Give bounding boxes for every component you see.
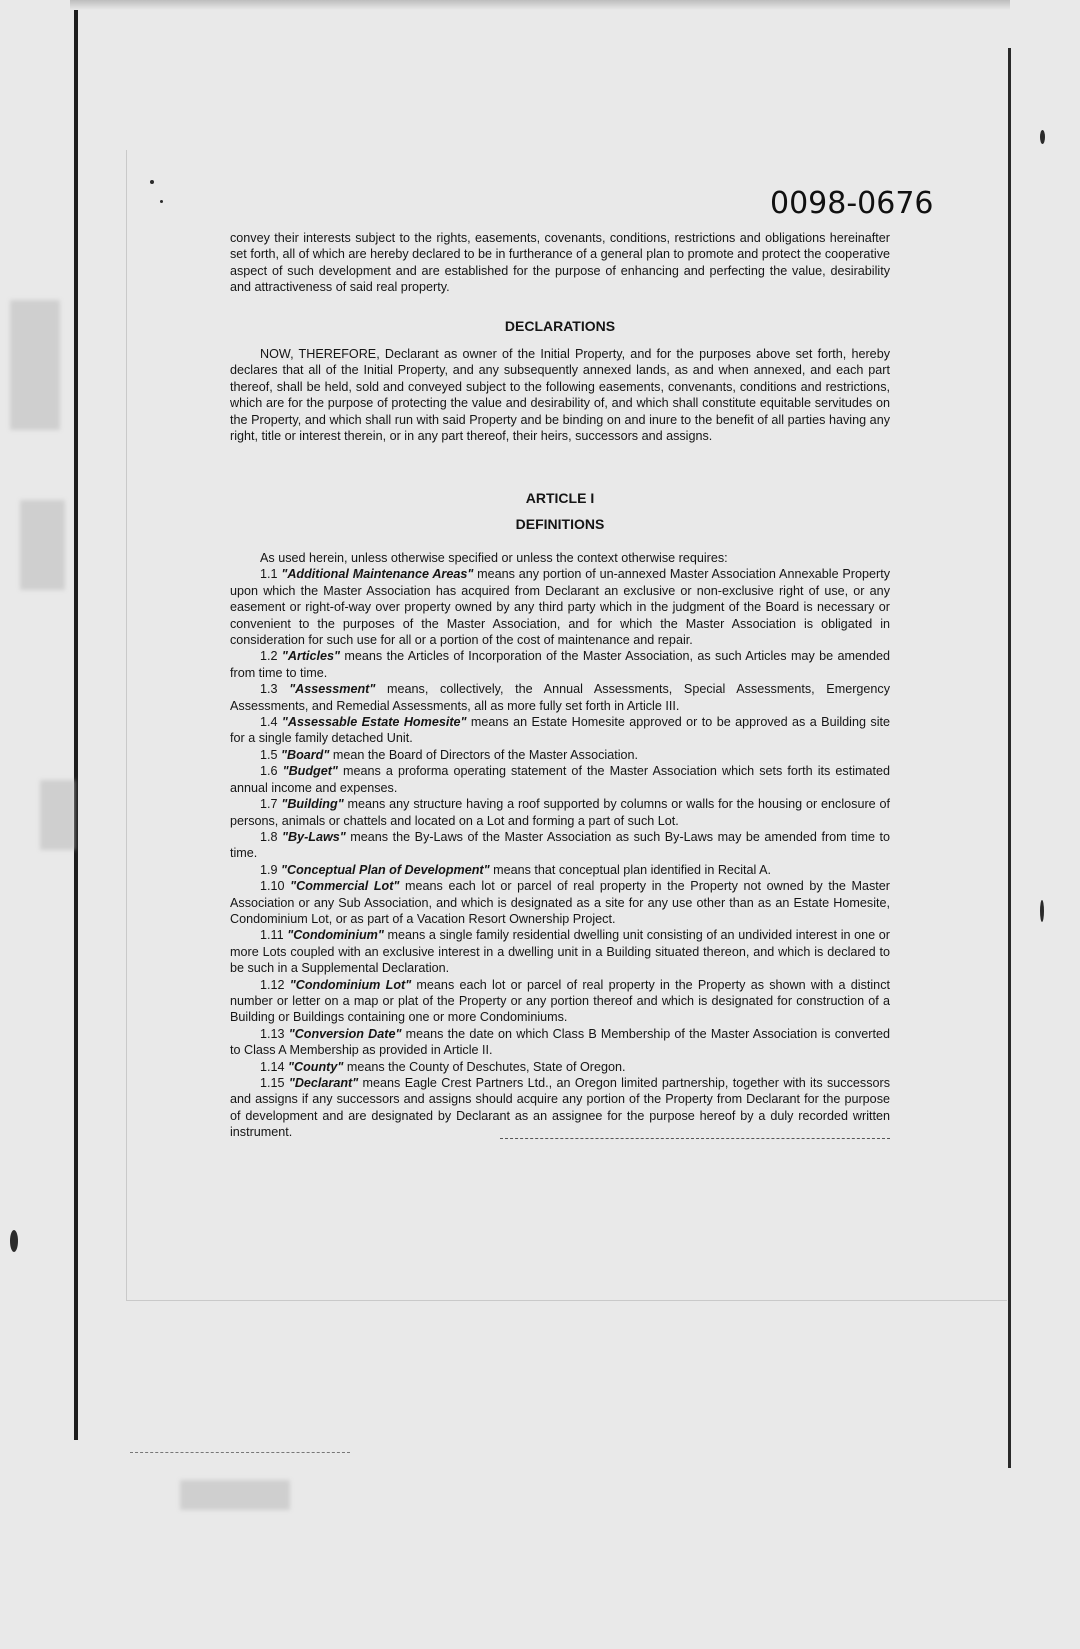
definition-term: "Board" xyxy=(281,747,330,762)
end-rule xyxy=(500,1138,890,1139)
definition-number: 1.4 xyxy=(260,715,282,730)
definition-term: "Additional Maintenance Areas" xyxy=(281,567,474,582)
definition-number: 1.8 xyxy=(260,829,283,844)
scan-top-edge xyxy=(70,0,1010,10)
bottom-rule xyxy=(130,1452,350,1453)
scan-speck xyxy=(150,180,154,184)
definition-text: means the By-Laws of the Master Association as such By-Laws may be amended from time to time. xyxy=(230,829,890,861)
definition-item xyxy=(230,1075,890,1141)
definition-text: means that conceptual plan identified in Recital A. xyxy=(489,862,772,877)
definition-text: means an Estate Homesite approved or to be approved as a Building site for a single family detached Unit. xyxy=(230,715,890,746)
definition-term: "Condominium" xyxy=(287,928,384,943)
definition-item xyxy=(230,566,890,648)
definition-number: 1.13 xyxy=(260,1026,289,1041)
scan-smudge xyxy=(40,780,75,850)
definition-number: 1.11 xyxy=(260,928,288,943)
scan-left-edge xyxy=(74,10,78,1440)
definition-text: means the Articles of Incorporation of the Master Association, as such Articles may be amended from time to time. xyxy=(230,649,891,680)
definition-item xyxy=(230,1059,890,1075)
definitions-list xyxy=(230,550,890,1141)
declarations-heading: DECLARATIONS xyxy=(504,318,616,334)
definition-item xyxy=(230,714,890,747)
definition-number: 1.15 xyxy=(260,1076,289,1090)
definition-item xyxy=(230,878,890,927)
definition-number: 1.1 xyxy=(260,567,282,582)
definition-number: 1.9 xyxy=(260,862,282,877)
definition-term: "Articles" xyxy=(281,649,341,664)
definition-number: 1.14 xyxy=(260,1059,289,1074)
definition-text: means a single family residential dwelling unit consisting of an undivided interest in one or more Lots coupled with an exclusive interest in a dwelling unit in a Building situated thereon, and which is declared to be such in a Supplemental Declaration. xyxy=(230,928,890,976)
definition-number: 1.5 xyxy=(260,747,282,762)
definition-number: 1.2 xyxy=(260,649,282,664)
definition-term: "Building" xyxy=(281,797,344,812)
definition-number: 1.7 xyxy=(260,797,282,812)
definition-text: mean the Board of Directors of the Master Association. xyxy=(329,747,639,762)
definition-item xyxy=(230,977,890,1026)
definition-item xyxy=(230,1026,890,1059)
scan-speck xyxy=(10,1230,18,1252)
definition-term: "By-Laws" xyxy=(282,829,346,844)
definition-item xyxy=(230,862,890,878)
article-heading: ARTICLE I xyxy=(525,490,595,506)
definition-number: 1.12 xyxy=(260,977,290,992)
definition-item xyxy=(230,763,890,796)
intro-paragraph: convey their interests subject to the rights, easements, covenants, conditions, restrictions and obligations hereinafter set forth, all of which are hereby declared to be in furtherance of a general plan to promote and protect the cooperative aspect of such development and are established for the purpose of enhancing and perfecting the value, desirability and attractiveness of said real property. xyxy=(230,231,890,295)
definition-term: "Declarant" xyxy=(288,1076,359,1090)
definition-term: "County" xyxy=(288,1059,344,1074)
definition-text: means each lot or parcel of real property in the Property as shown with a distinct number or letter on a map or plat of the Property or any portion thereof and which is designated for construction of a Building or Buildings containing one or more Condominiums. xyxy=(230,977,890,1025)
scan-speck xyxy=(1040,130,1045,144)
definition-term: "Condominium Lot" xyxy=(289,977,412,992)
definitions-heading: DEFINITIONS xyxy=(515,516,605,532)
scan-right-edge xyxy=(1008,48,1011,1468)
definition-number: 1.3 xyxy=(260,682,290,697)
definition-text: means, collectively, the Annual Assessments, Special Assessments, Emergency Assessments, and Remedial Assessments, all as more fully set forth in Article III. xyxy=(230,682,890,713)
declarations-body: NOW, THEREFORE, Declarant as owner of the Initial Property, and for the purposes above set forth, hereby declares that all of the Initial Property, and any subsequently annexed lands, as and when annexed, and each part thereof, shall be held, sold and conveyed subject to the following easements, convenants, conditions and restrictions, which are for the purpose of protecting the value and desirability of, and which shall constitute equitable servitudes on the Property, and which shall run with said Property and be binding on and inure to the benefit of all parties having any right, title or interest therein, or in any part thereof, their heirs, successors and assigns. xyxy=(230,347,890,444)
scan-speck xyxy=(160,200,163,203)
definition-text: means each lot or parcel of real property in the Property not owned by the Master Association or any Sub Association, and which is designated as a site for any use other than as an Estate Homesite, Condominium Lot, or as part of a Vacation Resort Ownership Project. xyxy=(230,879,890,926)
definition-text: means a proforma operating statement of the Master Association which sets forth its estimated annual income and expenses. xyxy=(230,764,890,795)
definition-term: "Assessment" xyxy=(289,682,376,697)
scan-speck xyxy=(1040,900,1044,922)
definition-term: "Conceptual Plan of Development" xyxy=(281,862,490,877)
definition-number: 1.10 xyxy=(260,879,291,894)
document-number: 0098-0676 xyxy=(770,186,934,221)
definition-text: means Eagle Crest Partners Ltd., an Oregon limited partnership, together with its successors and assigns if any successors and assigns should acquire any portion of the Property from Declarant for the purpose of development and are designated by Declarant as an assignee for the purpose hereof by a duly recorded written instrument. xyxy=(230,1076,890,1140)
definitions-lead: As used herein, unless otherwise specified or unless the context otherwise requires: xyxy=(260,551,728,565)
definition-text: means the date on which Class B Membership of the Master Association is converted to Class A Membership as provided in Article II. xyxy=(230,1026,891,1058)
definition-item xyxy=(230,648,890,681)
definition-items xyxy=(230,566,890,1140)
definition-item xyxy=(230,747,890,763)
definition-item xyxy=(230,681,890,714)
definition-text: means any structure having a roof supported by columns or walls for the housing or enclosure of persons, animals or chattels and located on a Lot and forming a part of such Lot. xyxy=(230,797,890,828)
definition-term: "Commercial Lot" xyxy=(290,879,400,894)
scan-smudge xyxy=(10,300,60,430)
definition-number: 1.6 xyxy=(260,764,283,779)
definition-term: "Conversion Date" xyxy=(288,1026,402,1041)
definition-term: "Budget" xyxy=(282,764,338,779)
definition-item xyxy=(230,796,890,829)
definition-text: means any portion of un-annexed Master Association Annexable Property upon which the Master Association has acquired from Declarant an exclusive or non-exclusive right of use, or any easement or right-of-way over property owned by any third party which in the judgment of the Board is necessary or convenient to the purposes of the Master Association, and for which the Master Association is obligated in consideration for such use for all or a portion of the cost of maintenance and repair. xyxy=(230,567,890,648)
scan-smudge xyxy=(20,500,65,590)
definition-item xyxy=(230,829,890,862)
definition-text: means the County of Deschutes, State of Oregon. xyxy=(343,1059,626,1074)
definition-item xyxy=(230,927,890,976)
scan-smudge xyxy=(180,1480,290,1510)
definition-term: "Assessable Estate Homesite" xyxy=(281,715,467,730)
